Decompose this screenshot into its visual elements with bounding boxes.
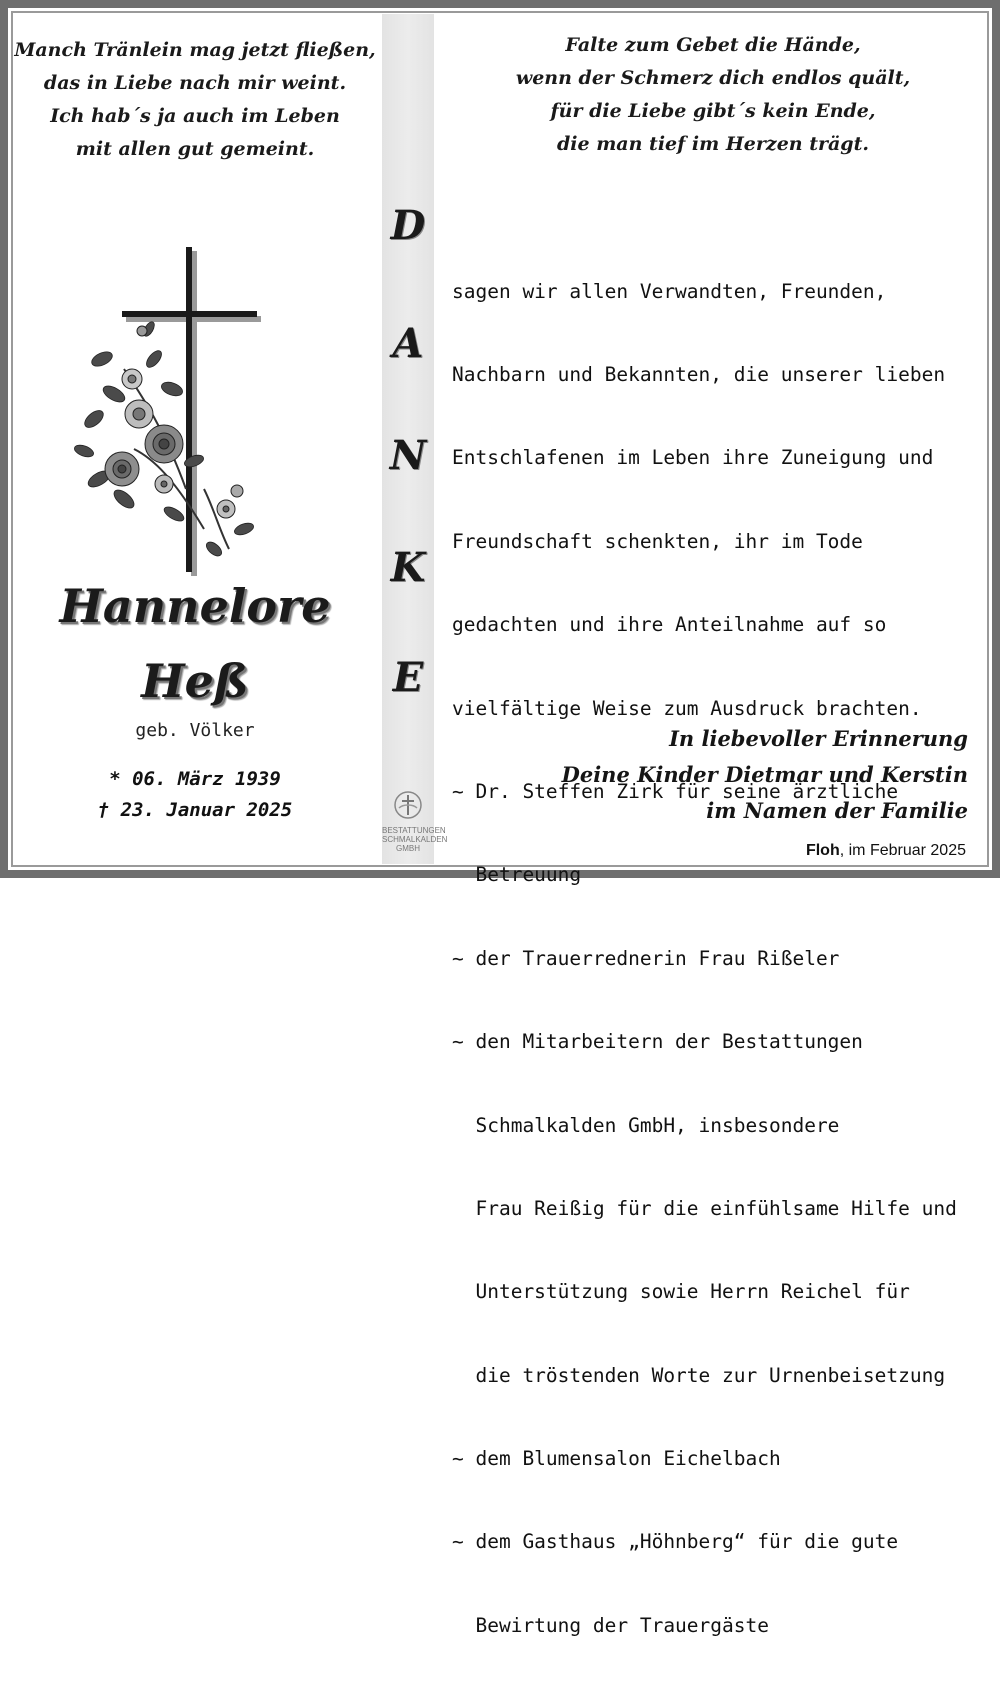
poem-right-line: die man tief im Herzen trägt. xyxy=(557,133,869,155)
thanks-text xyxy=(452,222,982,1695)
poem-left xyxy=(14,34,376,166)
thanks-line: Entschlafenen im Leben ihre Zuneigung und xyxy=(452,446,934,470)
thanks-line: vielfältige Weise zum Ausdruck brachten. xyxy=(452,696,922,720)
thanks-line: Schmalkalden GmbH, insbesondere xyxy=(452,1113,840,1137)
danke-letter: A xyxy=(392,320,424,367)
danke-band xyxy=(382,14,448,864)
life-dates xyxy=(14,764,376,826)
danke-letter: E xyxy=(392,654,424,701)
thanks-line: Frau Reißig für die einfühlsame Hilfe und xyxy=(452,1196,957,1220)
funeral-home-logo-text xyxy=(382,826,448,853)
thanks-line: Freundschaft schenkten, ihr im Tode xyxy=(452,529,863,553)
logo-text-line: BESTATTUNGEN xyxy=(382,826,446,835)
thanks-line: Betreuung xyxy=(452,863,582,887)
place-date: , im Februar 2025 xyxy=(839,842,966,859)
thanks-line: Unterstützung sowie Herrn Reichel für xyxy=(452,1280,910,1304)
logo-text-line: SCHMALKALDEN xyxy=(382,835,448,844)
right-column xyxy=(440,14,986,1637)
poem-left-line: das in Liebe nach mir weint. xyxy=(43,72,347,94)
poem-left-line: Manch Tränlein mag jetzt fließen, xyxy=(14,39,376,61)
thanks-line: ~ dem Gasthaus „Höhnberg“ für die gute xyxy=(452,1530,899,1554)
deceased-last-name: Heß xyxy=(141,654,249,708)
left-column xyxy=(14,14,376,864)
signature-line: Deine Kinder Dietmar und Kerstin xyxy=(561,762,968,787)
signature-line: im Namen der Familie xyxy=(706,798,968,823)
funeral-home-logo-icon xyxy=(393,790,423,820)
poem-left-line: Ich hab´s ja auch im Leben xyxy=(50,105,340,127)
death-date: † 23. Januar 2025 xyxy=(97,799,293,821)
thanks-line: die tröstenden Worte zur Urnenbeisetzung xyxy=(452,1363,946,1387)
thanks-line: gedachten und ihre Anteilnahme auf so xyxy=(452,613,887,637)
thanks-line: ~ der Trauerrednerin Frau Rißeler xyxy=(452,946,840,970)
signature-line: In liebevoller Erinnerung xyxy=(669,726,968,751)
thanks-line: Nachbarn und Bekannten, die unserer lieben xyxy=(452,362,946,386)
danke-letter: N xyxy=(389,432,427,479)
poem-right-line: Falte zum Gebet die Hände, xyxy=(565,34,861,56)
poem-right-line: für die Liebe gibt´s kein Ende, xyxy=(550,100,876,122)
logo-text-line: GMBH xyxy=(396,844,420,853)
poem-left-line: mit allen gut gemeint. xyxy=(75,138,315,160)
place-town: Floh xyxy=(805,842,840,859)
birth-date: * 06. März 1939 xyxy=(109,768,281,790)
danke-letter: D xyxy=(390,202,426,249)
poem-right-line: wenn der Schmerz dich endlos quält, xyxy=(515,67,911,89)
place-and-date xyxy=(806,842,966,860)
thanks-line: ~ den Mitarbeitern der Bestattungen xyxy=(452,1030,863,1054)
thanks-line: sagen wir allen Verwandten, Freunden, xyxy=(452,279,887,303)
deceased-first-name: Hannelore xyxy=(59,579,331,633)
cross-with-roses-illustration xyxy=(54,229,314,579)
thanks-line: Bewirtung der Trauergäste xyxy=(452,1613,769,1637)
cross-icon xyxy=(54,229,314,579)
maiden-name: geb. Völker xyxy=(135,720,255,741)
danke-letter: K xyxy=(390,544,426,591)
funeral-home-logo xyxy=(382,790,448,853)
thanks-line: ~ Dr. Steffen Zirk für seine ärztliche xyxy=(452,779,899,803)
thanks-line: ~ dem Blumensalon Eichelbach xyxy=(452,1447,781,1471)
poem-right xyxy=(440,29,986,161)
